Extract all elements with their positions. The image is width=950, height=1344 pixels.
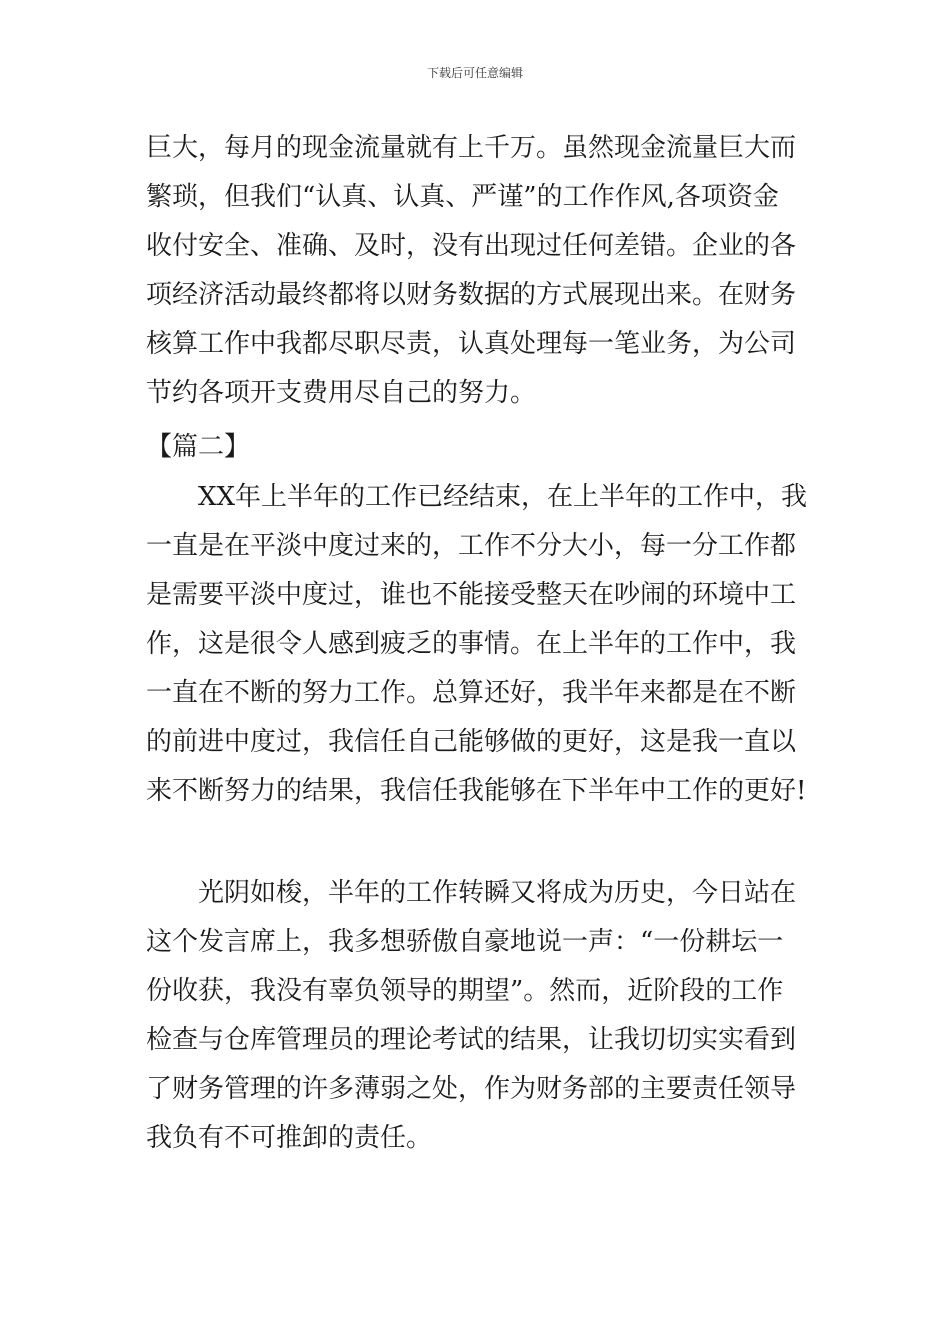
text-line: 检查与仓库管理员的理论考试的结果，让我切切实实看到 (146, 1025, 797, 1055)
text-line: 节约各项开支费用尽自己的努力。 (146, 378, 537, 408)
text-line: 一直在不断的努力工作。总算还好，我半年来都是在不断 (146, 678, 797, 708)
text-line: 的前进中度过，我信任自己能够做的更好，这是我一直以 (146, 727, 797, 757)
page-header: 下载后可任意编辑 (426, 66, 523, 80)
section-heading-text: 【篇二】 (146, 432, 251, 462)
text-line: XX年上半年的工作已经结束，在上半年的工作中，我 (146, 482, 808, 512)
text-line: 一直是在平淡中度过来的，工作不分大小，每一分工作都 (146, 531, 797, 561)
text-line: 核算工作中我都尽职尽责，认真处理每一笔业务，为公司 (146, 329, 797, 359)
paragraph-1 (146, 124, 810, 418)
text-line: 来不断努力的结果，我信任我能够在下半年中工作的更好! (146, 776, 807, 806)
text-line: 份收获，我没有辜负领导的期望”。然而，近阶段的工作 (146, 976, 784, 1006)
text-line: 作，这是很令人感到疲乏的事情。在上半年的工作中，我 (146, 629, 797, 659)
text-line: 光阴如梭，半年的工作转瞬又将成为历史，今日站在 (146, 878, 797, 908)
text-line: 项经济活动最终都将以财务数据的方式展现出来。在财务 (146, 280, 797, 310)
section-heading (146, 423, 810, 472)
text-line: 收付安全、准确、及时，没有出现过任何差错。企业的各 (146, 231, 797, 261)
paragraph-3 (146, 869, 810, 1163)
paragraph-2 (146, 473, 810, 816)
text-line: 繁琐，但我们“认真、认真、严谨”的工作作风,各项资金 (146, 182, 779, 212)
text-line: 是需要平淡中度过，谁也不能接受整天在吵闹的环境中工 (146, 580, 797, 610)
text-line: 这个发言席上，我多想骄傲自豪地说一声：“一份耕坛一 (146, 927, 784, 957)
text-line: 我负有不可推卸的责任。 (146, 1123, 433, 1153)
text-line: 了财务管理的许多薄弱之处，作为财务部的主要责任领导 (146, 1074, 797, 1104)
text-line: 巨大，每月的现金流量就有上千万。虽然现金流量巨大而 (146, 133, 797, 163)
